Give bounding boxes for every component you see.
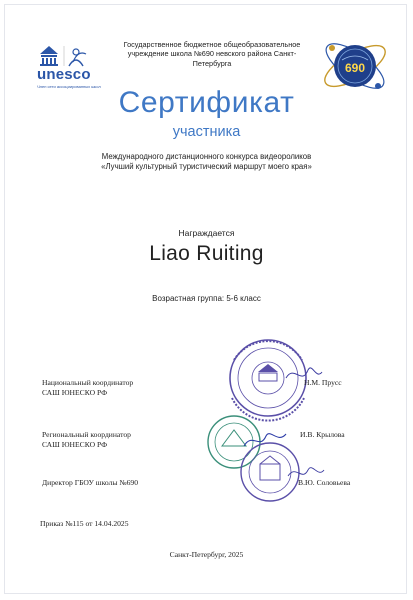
- signatory-role: Национальный координатор: [42, 378, 134, 387]
- school-seal-icon: [241, 443, 299, 501]
- national-seal-icon: [230, 340, 306, 421]
- school-name: [112, 40, 312, 68]
- signatory-name: В.Ю. Соловьева: [298, 478, 351, 487]
- unesco-wordmark: unesco: [37, 66, 91, 83]
- stamps-and-signatures: [204, 336, 380, 504]
- signature-solovyeva: [288, 468, 324, 476]
- age-group: Возрастная группа: 5-6 класс: [152, 294, 261, 303]
- signatory-national: [42, 378, 133, 398]
- signatory-regional: [42, 430, 131, 450]
- unesco-subtitle: Член сети ассоциированных школ: [37, 84, 101, 89]
- footer-city-year: Санкт-Петербург, 2025: [169, 550, 244, 559]
- order-number: Приказ №115 от 14.04.2025: [40, 519, 129, 528]
- awarded-label: Награждается: [178, 228, 235, 238]
- school-line: Государственное бюджетное общеобразовательное: [123, 40, 301, 49]
- signature-prus: [286, 368, 322, 378]
- signatory-name: И.В. Крылова: [300, 430, 345, 439]
- certificate-title: Сертификат: [118, 86, 295, 119]
- school-line: Петербурга: [192, 58, 232, 68]
- school-line: учреждение школа №690 невского района Санкт-: [127, 49, 297, 59]
- signatory-role: САШ ЮНЕСКО РФ: [42, 440, 108, 449]
- signatory-director: [42, 478, 138, 488]
- contest-line: «Лучший культурный туристический маршрут моего края»: [101, 162, 312, 171]
- contest-line: Международного дистанционного конкурса видеороликов: [101, 152, 312, 161]
- contest-name: [60, 152, 353, 172]
- signatory-name: Н.М. Прусс: [304, 378, 342, 387]
- signatory-role: Директор ГБОУ школы №690: [42, 478, 139, 487]
- certificate-subtitle: участника: [172, 124, 241, 140]
- signatory-role: Региональный координатор: [42, 430, 131, 439]
- signatory-role: САШ ЮНЕСКО РФ: [42, 388, 108, 397]
- recipient-name: Liao Ruiting: [149, 242, 264, 265]
- emblem-number: 690: [344, 61, 366, 75]
